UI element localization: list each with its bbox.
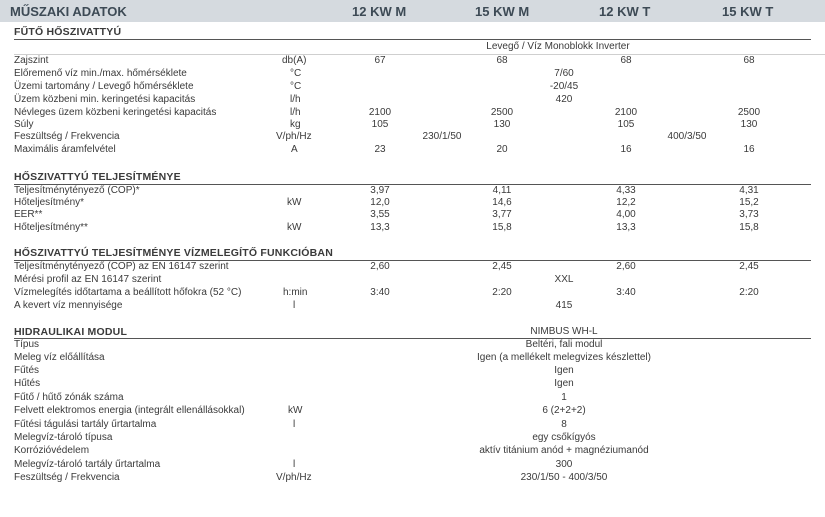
- type-row: [14, 41, 825, 54]
- table-row: Teljesítménytényező (COP) az EN 16147 szerint 2,60 2,45 2,60 2,45: [14, 261, 759, 272]
- section-divider: [14, 39, 811, 40]
- table-row: Üzemi tartomány / Levegő hőmérséklete °C -20/45: [14, 81, 579, 92]
- table-row: EER** 3,55 3,77 4,00 3,73: [14, 209, 759, 220]
- table-row: A kevert víz mennyisége l 415: [14, 300, 573, 311]
- table-row: Hűtés Igen: [14, 378, 574, 389]
- section-title: HŐSZIVATTYÚ TELJESÍTMÉNYE: [14, 171, 181, 183]
- table-row: Típus Beltéri, fali modul: [14, 339, 603, 350]
- table-row: Feszültség / Frekvencia V/ph/Hz 230/1/50 - 400/3/50: [14, 472, 608, 483]
- table-row: Előremenő víz min./max. hőmérséklete °C 7/60: [14, 68, 574, 79]
- table-row: Fűtő / hűtő zónák száma 1: [14, 392, 567, 403]
- table-row: Névleges üzem közbeni keringetési kapacitás l/h 2100 2500 2100 2500: [14, 107, 761, 118]
- table-header: [0, 0, 825, 22]
- table-row: Melegvíz-tároló tartály űrtartalma l 300: [14, 459, 573, 470]
- section-title: HIDRAULIKAI MODUL: [14, 326, 128, 338]
- type-value: Levegő / Víz Monoblokk Inverter: [486, 41, 630, 52]
- table-row: Feszültség / Frekvencia V/ph/Hz 230/1/50 400/3/50: [14, 131, 707, 142]
- module-name: NIMBUS WH-L: [530, 326, 598, 337]
- table-row: Fűtési tágulási tartály űrtartalma l 8: [14, 419, 567, 430]
- table-row: Vízmelegítés időtartama a beállított hőfokra (52 °C) h:min 3:40 2:20 3:40 2:20: [14, 287, 759, 298]
- col-12kw-t: 12 KW T: [599, 4, 651, 19]
- table-row: Zajszint db(A) 67 68 68 68: [14, 55, 755, 66]
- table-row: Teljesítménytényező (COP)* 3,97 4,11 4,33 4,31: [14, 185, 759, 196]
- table-row: Maximális áramfelvétel A 23 20 16 16: [14, 144, 755, 155]
- col-15kw-m: 15 KW M: [475, 4, 530, 19]
- table-row: Korrózióvédelem aktív titánium anód + magnéziumanód: [14, 445, 649, 456]
- section-title: FŰTŐ HŐSZIVATTYÚ: [14, 26, 122, 38]
- table-row: Súly kg 105 130 105 130: [14, 119, 758, 130]
- table-title: MŰSZAKI ADATOK: [10, 4, 127, 19]
- table-row: Mérési profil az EN 16147 szerint XXL: [14, 274, 574, 285]
- table-row: Hőteljesítmény** kW 13,3 15,8 13,3 15,8: [14, 222, 759, 233]
- table-row: Felvett elektromos energia (integrált ellenállásokkal) kW 6 (2+2+2): [14, 405, 586, 416]
- section-title: HŐSZIVATTYÚ TELJESÍTMÉNYE VÍZMELEGÍTŐ FUNKCIÓBAN: [14, 247, 333, 259]
- table-row: Meleg víz előállítása Igen (a mellékelt melegvizes készlettel): [14, 352, 651, 363]
- col-15kw-t: 15 KW T: [722, 4, 774, 19]
- table-row: Hőteljesítmény* kW 12,0 14,6 12,2 15,2: [14, 197, 759, 208]
- col-12kw-m: 12 KW M: [352, 4, 407, 19]
- table-row: Üzem közbeni min. keringetési kapacitás l/h 420: [14, 94, 573, 105]
- table-row: Fűtés Igen: [14, 365, 574, 376]
- table-row: Melegvíz-tároló típusa egy csőkígyós: [14, 432, 596, 443]
